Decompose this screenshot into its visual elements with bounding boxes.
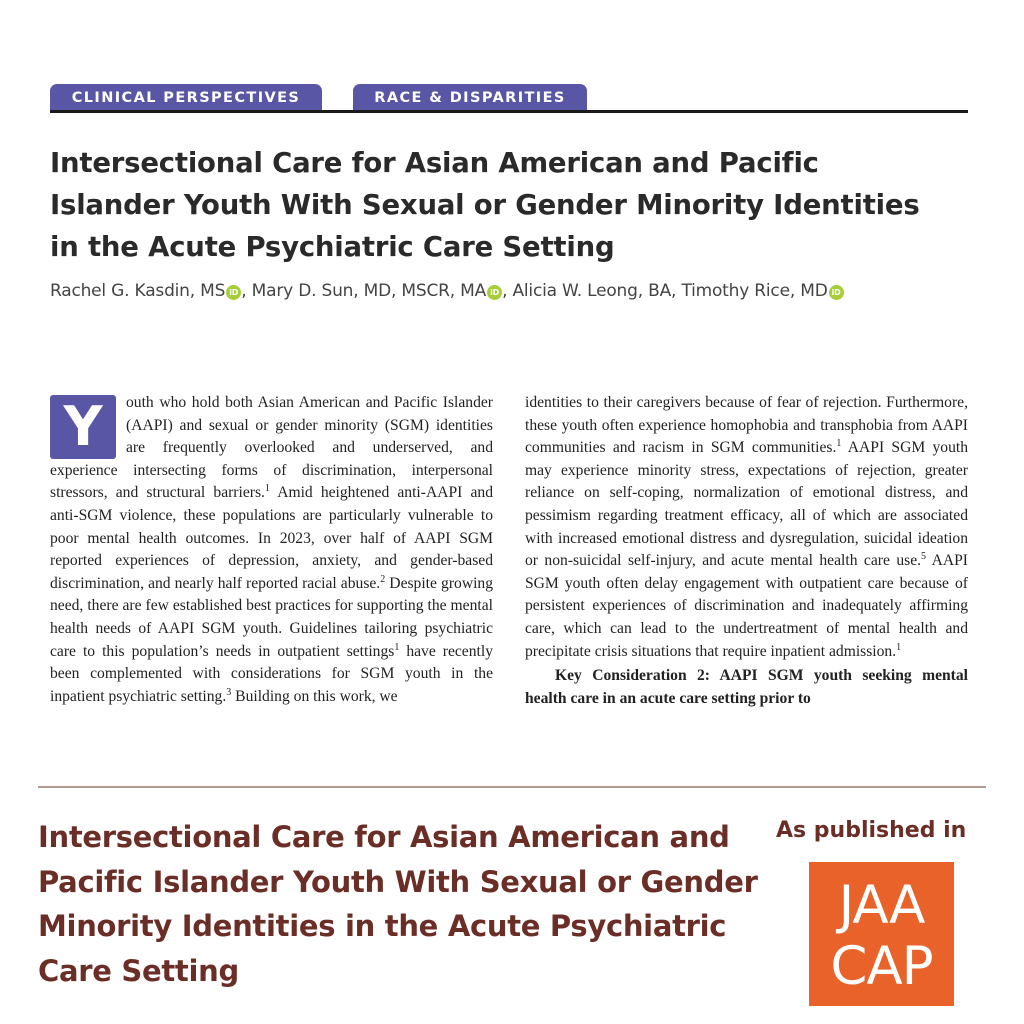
author-name[interactable]: Mary D. Sun, MD, MSCR, MA <box>251 281 487 301</box>
section-tags <box>50 84 968 114</box>
body-column-right <box>525 392 968 710</box>
tag-race-disparities[interactable]: RACE & DISPARITIES <box>353 84 587 111</box>
citation-ref[interactable]: 1 <box>836 438 842 449</box>
citation-ref[interactable]: 2 <box>380 573 386 585</box>
article-title: Intersectional Care for Asian American and Pacific Islander Youth With Sexual or Gender Minority Identities in the Acute Psychiatric Care Setting <box>50 147 920 263</box>
section-divider <box>38 786 986 788</box>
logo-line-2: CAP <box>830 936 933 997</box>
author-name[interactable]: Alicia W. Leong, BA <box>512 281 672 301</box>
citation-ref[interactable]: 1 <box>896 641 902 653</box>
body-paragraph: identities to their caregivers because of fear of rejection. Furthermore, these youth often experience homophobia and transphobia from AAPI communities and racism in SGM communities.$^1$ AAPI SGM youth may experience minority stress, expectations of rejection, greater reliance on self-coping, normalization of emotional distress, and pessimism regarding treatment efficacy, all of which are associated with increased emotional distress and dysregulation, suicidal ideation or non-suicidal self-injury, and acute mental health care use.$^5$ AAPI SGM youth often delay engagement with outpatient care because of persistent experiences of discrimination and inadequately affirming care, which can lead to the undertreatment of mental health and precipitate crisis situations that require inpatient admission.$^1$ <box>525 394 968 660</box>
key-consideration-heading: Key Consideration 2: AAPI SGM youth seeking mental health care in an acute care setting prior to <box>525 667 968 707</box>
orcid-icon[interactable]: iD <box>226 285 241 300</box>
jaacap-logo[interactable] <box>809 862 954 1006</box>
citation-ref[interactable]: 1 <box>264 483 270 495</box>
author-list: Rachel G. Kasdin, MS iD , Mary D. Sun, MD, MSCR, MA iD , Alicia W. Leong, BA, Timothy Rice, MD iD <box>50 281 980 301</box>
footer-title: Intersectional Care for Asian American and Pacific Islander Youth With Sexual or Gender Minority Identities in the Acute Psychiatric Care Setting <box>38 820 758 988</box>
drop-cap: Y <box>50 395 116 459</box>
orcid-icon[interactable]: iD <box>829 285 844 300</box>
article-body <box>50 392 968 748</box>
body-column-left <box>50 392 493 708</box>
logo-line-1: JAA <box>838 875 925 936</box>
orcid-icon[interactable]: iD <box>487 285 502 300</box>
header-rule <box>50 110 968 113</box>
published-in-label: As published in <box>776 818 967 843</box>
body-paragraph: Y outh who hold both Asian American and Pacific Islander (AAPI) and sexual or gender minority (SGM) identities are frequently overlooked and underserved, and experience intersecting forms of discrimination, interpersonal stressors, and structural barriers.$^1$ Amid heightened anti-AAPI and anti-SGM violence, these populations are particularly vulnerable to poor mental health outcomes. In 2023, over half of AAPI SGM reported experiences of depression, anxiety, and gender-based discrimination, and nearly half reported racial abuse.$^2$ Despite growing need, there are few established best practices for supporting the mental health needs of AAPI SGM youth. Guidelines tailoring psychiatric care to this population’s needs in outpatient settings$^1$ have recently been complemented with considerations for SGM youth in the inpatient psychiatric setting.$^3$ Building on this work, we <box>50 394 494 705</box>
citation-ref[interactable]: 1 <box>394 641 400 653</box>
author-name[interactable]: Timothy Rice, MD <box>681 281 828 301</box>
citation-ref[interactable]: 3 <box>226 686 232 698</box>
citation-ref[interactable]: 5 <box>921 550 927 562</box>
tag-clinical-perspectives[interactable]: CLINICAL PERSPECTIVES <box>50 84 322 111</box>
author-name[interactable]: Rachel G. Kasdin, MS <box>50 281 226 301</box>
